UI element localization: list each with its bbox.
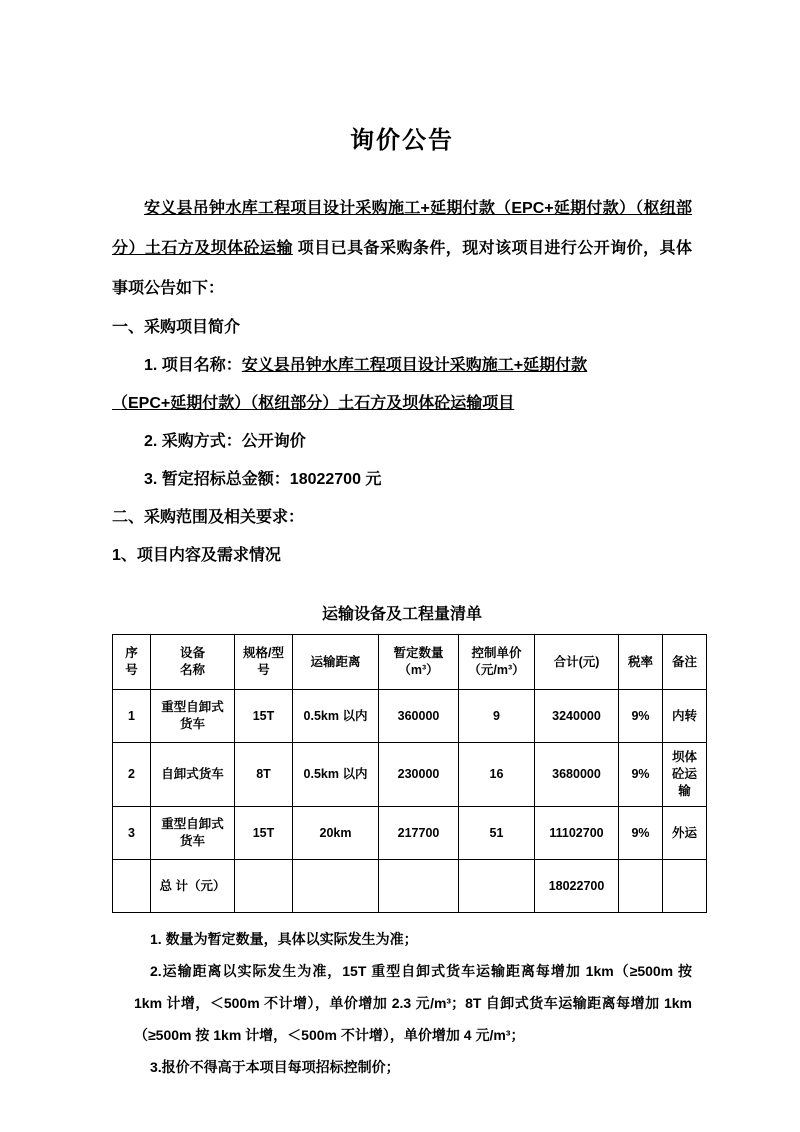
table-header-price <box>459 635 535 690</box>
section-1-item-1-label: 1. 项目名称： <box>144 357 242 374</box>
table-header-distance: 运输距离 <box>293 635 379 690</box>
cell-line: 货车 <box>179 717 205 731</box>
cell-note <box>663 743 707 807</box>
cell-distance: 0.5km 以内 <box>293 690 379 743</box>
cell-qty: 230000 <box>379 743 459 807</box>
table-header-note: 备注 <box>663 635 707 690</box>
cell-no: 1 <box>113 690 151 743</box>
cell-empty <box>619 860 663 913</box>
section-1-item-1-continued <box>112 385 692 423</box>
cell-distance: 0.5km 以内 <box>293 743 379 807</box>
cell-tax: 9% <box>619 743 663 807</box>
cell-no: 3 <box>113 807 151 860</box>
th-line: 名称 <box>179 663 205 677</box>
table-header-name <box>151 635 235 690</box>
document-body <box>112 120 697 1083</box>
cell-tax: 9% <box>619 690 663 743</box>
cell-note: 外运 <box>663 807 707 860</box>
spacer <box>112 575 692 601</box>
cell-line: 重型自卸式 <box>161 700 224 714</box>
section-2-heading: 二、采购范围及相关要求： <box>112 509 305 526</box>
section-1-item-3: 3. 暂定招标总金额：18022700 元 <box>144 471 382 488</box>
cell-price: 51 <box>459 807 535 860</box>
intro-paragraph <box>112 189 692 309</box>
table-row <box>113 807 707 860</box>
section-1-item-1-value: 安义县吊钟水库工程项目设计采购施工+延期付款 <box>241 357 588 374</box>
cell-empty <box>113 860 151 913</box>
cell-line: 货车 <box>179 834 205 848</box>
cell-price: 9 <box>459 690 535 743</box>
cell-name <box>151 807 235 860</box>
th-line: 号 <box>125 663 138 677</box>
cell-grand-total-value: 18022700 <box>535 860 619 913</box>
cell-spec: 8T <box>235 743 293 807</box>
cell-line: 坝体 <box>671 750 697 764</box>
section-2-sub-1: 1、项目内容及需求情况 <box>112 547 281 564</box>
th-line: （m³） <box>398 663 439 677</box>
th-line: 设备 <box>179 646 205 660</box>
cell-grand-total-label: 总 计（元） <box>151 860 235 913</box>
cell-spec: 15T <box>235 690 293 743</box>
cell-distance: 20km <box>293 807 379 860</box>
intro-rest: 项目已具备采购条件，现对该项目进行公开询价，具体事项公告如下： <box>112 240 692 297</box>
table-note-3: 3.报价不得高于本项目每项招标控制价； <box>150 1059 400 1075</box>
cell-spec: 15T <box>235 807 293 860</box>
cell-name <box>151 690 235 743</box>
cell-no: 2 <box>113 743 151 807</box>
section-1-item-1-value-2: （EPC+延期付款）（枢纽部分）土石方及坝体砼运输项目 <box>112 395 515 412</box>
table-note-2: 2.运输距离以实际发生为准，15T 重型自卸式货车运输距离每增加 1km（≥500m 按 1km 计增，＜500m 不计增），单价增加 2.3 元/m³；8T 自卸式货车运输距离每增加 1km（≥500m 按 1km 计增，＜500m 不计增），单价增加 4 元/m³； <box>134 963 692 1043</box>
th-line: 控制单价 <box>471 646 522 660</box>
table-note-1: 1. 数量为暂定数量，具体以实际发生为准； <box>150 931 418 947</box>
cell-name: 自卸式货车 <box>151 743 235 807</box>
cell-line: 重型自卸式 <box>161 817 224 831</box>
cell-total: 3240000 <box>535 690 619 743</box>
table-header-spec: 规格/型号 <box>235 635 293 690</box>
section-1-heading: 一、采购项目简介 <box>112 319 241 336</box>
intro-project-name: 安义县吊钟水库工程项目设计采购施工+延期付款（EPC+延期付款）（枢纽部分）土石方及坝体砼运输 <box>112 200 692 257</box>
cell-price: 16 <box>459 743 535 807</box>
th-line: 序 <box>125 646 138 660</box>
table-caption: 运输设备及工程量清单 <box>321 606 482 623</box>
table-row <box>113 690 707 743</box>
section-1-item-2: 2. 采购方式：公开询价 <box>144 433 306 450</box>
table-notes <box>112 923 692 1083</box>
cell-note: 内转 <box>663 690 707 743</box>
cell-total: 3680000 <box>535 743 619 807</box>
cell-qty: 360000 <box>379 690 459 743</box>
table-header-tax: 税率 <box>619 635 663 690</box>
cell-tax: 9% <box>619 807 663 860</box>
cell-empty <box>235 860 293 913</box>
cell-empty <box>663 860 707 913</box>
cell-total: 11102700 <box>535 807 619 860</box>
cell-line: 输 <box>678 784 691 798</box>
section-1-item-1 <box>112 347 692 385</box>
table-header-row <box>113 635 707 690</box>
table-header-total: 合计(元) <box>535 635 619 690</box>
th-line: 暂定数量 <box>393 646 444 660</box>
cell-empty <box>459 860 535 913</box>
table-header-no <box>113 635 151 690</box>
equipment-quantity-table <box>112 634 707 913</box>
cell-qty: 217700 <box>379 807 459 860</box>
page-title: 询价公告 <box>350 127 454 154</box>
th-line: （元/m³） <box>468 663 525 677</box>
table-footer-row <box>113 860 707 913</box>
table-row <box>113 743 707 807</box>
cell-line: 砼运 <box>671 767 697 781</box>
cell-empty <box>293 860 379 913</box>
cell-empty <box>379 860 459 913</box>
table-header-qty <box>379 635 459 690</box>
